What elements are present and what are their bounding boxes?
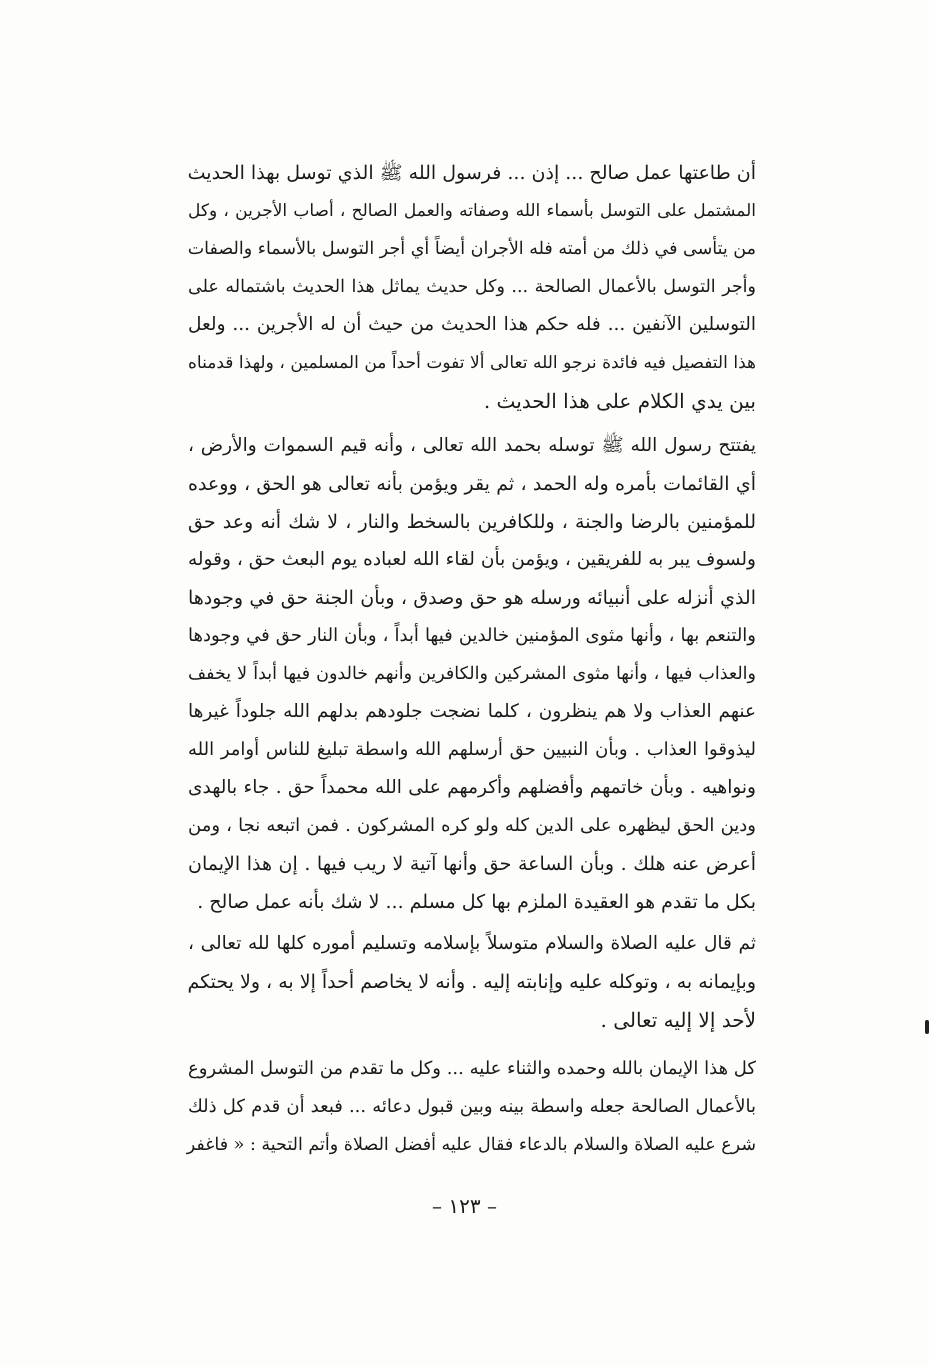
page-number: – ١٢٣ –: [432, 1194, 497, 1218]
text-line: ونواهيه . وبأن خاتمهم وأفضلهم وأكرمهم على الله محمداً حق . جاء بالهدى: [188, 777, 756, 798]
text-line: وأجر التوسل بالأعمال الصالحة ... وكل حديث يماثل هذا الحديث باشتماله على: [188, 277, 756, 297]
text-line: يفتتح رسول الله ﷺ توسله بحمد الله تعالى ، وأنه قيم السموات والأرض ،: [188, 435, 756, 456]
text-line: بالأعمال الصالحة جعله واسطة بينه وبين قبول دعائه ... فبعد أن قدم كل ذلك: [188, 1096, 756, 1117]
text-line: أي القائمات بأمره وله الحمد ، ثم يقر ويؤمن بأنه تعالى هو الحق ، ووعده: [188, 473, 756, 495]
text-line: أعرض عنه هلك . وبأن الساعة حق وأنها آتية لا ريب فيها . إن هذا الإيمان: [188, 853, 756, 875]
text-line: ودين الحق ليظهره على الدين كله ولو كره المشركون . فمن اتبعه نجا ، ومن: [188, 815, 756, 836]
text-line: شرع عليه الصلاة والسلام بالدعاء فقال عليه أفضل الصلاة وأتم التحية : « فاغفر: [186, 1135, 756, 1155]
margin-mark: [925, 1020, 929, 1034]
text-line: ثم قال عليه الصلاة والسلام متوسلاً بإسلامه وتسليم أموره كلها لله تعالى ،: [188, 933, 756, 954]
text-line: ولسوف يبر به للفريقين ، ويؤمن بأن لقاء الله لعباده يوم البعث حق ، وقوله: [188, 549, 756, 570]
text-line: بين يدي الكلام على هذا الحديث .: [483, 389, 756, 413]
text-line: من يتأسى في ذلك من أمته فله الأجران أيضاً أي أجر التوسل بالأسماء والصفات: [187, 239, 756, 259]
text-line: أن طاعتها عمل صالح ... إذن ... فرسول الله ﷺ الذي توسل بهذا الحديث: [187, 162, 756, 184]
text-line: كل هذا الإيمان بالله وحمده والثناء عليه ... وكل ما تقدم من التوسل المشروع: [188, 1058, 756, 1079]
text-line: المشتمل على التوسل بأسماء الله وصفاته والعمل الصالح ، أصاب الأجرين ، وكل: [188, 201, 756, 221]
text-line: الذي أنزله على أنبيائه ورسله هو حق وصدق ، وبأن الجنة حق في وجودها: [188, 587, 756, 609]
text-line: التوسلين الآنفين ... فله حكم هذا الحديث من حيث أن له الأجرين ... ولعل: [188, 314, 756, 335]
text-line: هذا التفصيل فيه فائدة نرجو الله تعالى ألا تفوت أحداً من المسلمين ، ولهذا قدمناه: [188, 353, 756, 373]
text-line: والعذاب فيها ، وأنها مثوى المشركين والكافرين وأنهم خالدون فيها أبداً لا يخفف: [188, 664, 756, 684]
text-line: وبإيمانه به ، وتوكله عليه وإنابته إليه . وأنه لا يخاصم أحداً إلا به ، ولا يحتكم: [187, 971, 756, 993]
text-line: ليذوقوا العذاب . وبأن النبيين حق أرسلهم الله واسطة تبليغ للناس أوامر الله: [188, 739, 756, 760]
text-line: للمؤمنين بالرضا والجنة ، وللكافرين بالسخط والنار ، لا شك أنه وعد حق: [188, 511, 756, 533]
text-line: لأحد إلا إليه تعالى .: [600, 1008, 756, 1032]
text-line: بكل ما تقدم هو العقيدة الملزم بها كل مسلم ... لا شك بأنه عمل صالح .: [197, 891, 756, 913]
text-line: والتنعم بها ، وأنها مثوى المؤمنين خالدين فيها أبداً ، وبأن النار حق في وجودها: [188, 625, 756, 646]
text-line: عنهم العذاب ولا هم ينظرون ، كلما نضجت جلودهم بدلهم الله جلوداً غيرها: [188, 701, 756, 722]
